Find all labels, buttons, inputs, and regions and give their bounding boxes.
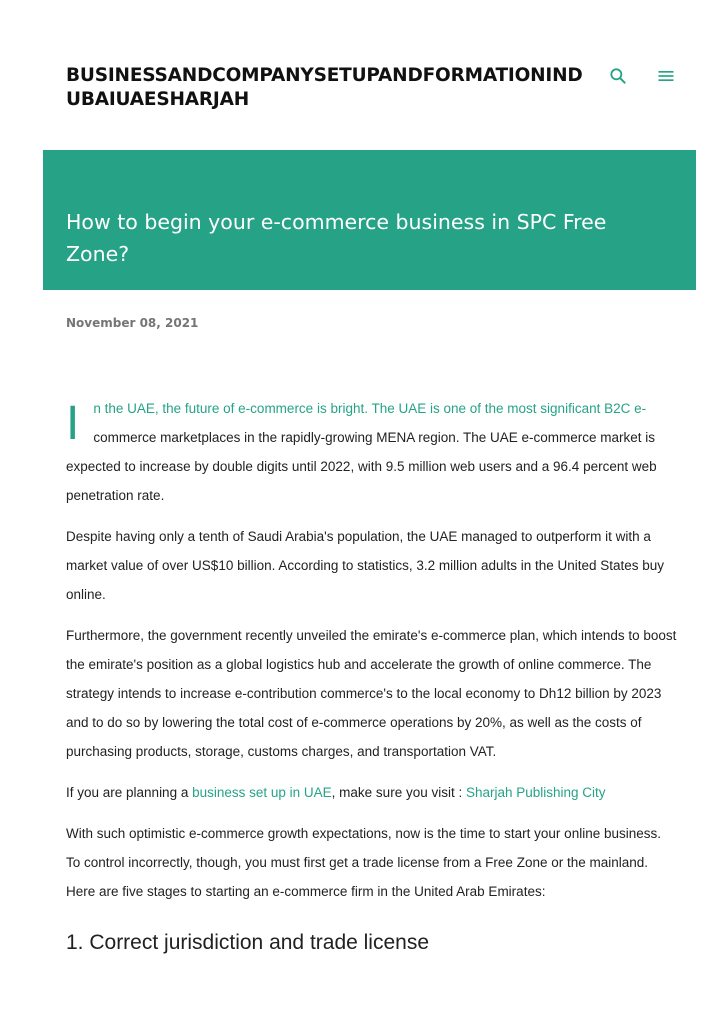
intro-rest: commerce marketplaces in the rapidly-growing MENA region. The UAE e-commerce market is expected to increase by double digits until 2022, with 9.5 million web users and a 96.4 percent web penetration rate. [66, 430, 657, 503]
post-date[interactable]: November 08, 2021 [66, 316, 199, 330]
site-title[interactable]: BUSINESSANDCOMPANYSETUPANDFORMATIONINDUBAIUAESHARJAH [66, 65, 583, 110]
paragraph-1 [66, 394, 678, 510]
p4-prefix: If you are planning a [66, 785, 193, 800]
dropcap-letter: I [66, 397, 80, 450]
sharjah-publishing-city-link[interactable]: Sharjah Publishing City [465, 785, 606, 800]
header-icons [606, 64, 678, 88]
paragraph-2: Despite having only a tenth of Saudi Arabia's population, the UAE managed to outperform it with a market value of over US$10 billion. According to statistics, 3.2 million adults in the United States buy online. [66, 529, 665, 602]
paragraph-5: With such optimistic e-commerce growth expectations, now is the time to start your online business. To control incorrectly, though, you must first get a trade license from a Free Zone or the mainland. Here are five stages to starting an e-commerce firm in the United Arab Emirates: [66, 826, 661, 899]
site-header [66, 64, 596, 112]
paragraph-4 [66, 778, 678, 807]
search-icon[interactable] [606, 64, 630, 88]
post-title: How to begin your e-commerce business in SPC Free Zone? [66, 210, 607, 266]
post-hero-banner [43, 150, 696, 290]
paragraph-3: Furthermore, the government recently unveiled the emirate's e-commerce plan, which intends to boost the emirate's position as a global logistics hub and accelerate the growth of online commerce. The strategy intends to increase e-contribution commerce's to the local economy to Dh12 billion by 2023 and to do so by lowering the total cost of e-commerce operations by 20%, as well as the costs of purchasing products, storage, customs charges, and transportation VAT. [66, 628, 677, 759]
post-body [66, 394, 678, 958]
section-heading: 1. Correct jurisdiction and trade license [66, 931, 430, 954]
p4-middle: , make sure you visit : [331, 785, 466, 800]
intro-highlight: n the UAE, the future of e-commerce is bright. The UAE is one of the most significant B2C e- [93, 401, 647, 416]
business-setup-link[interactable]: business set up in UAE [192, 785, 332, 800]
hamburger-menu-icon[interactable] [654, 64, 678, 88]
